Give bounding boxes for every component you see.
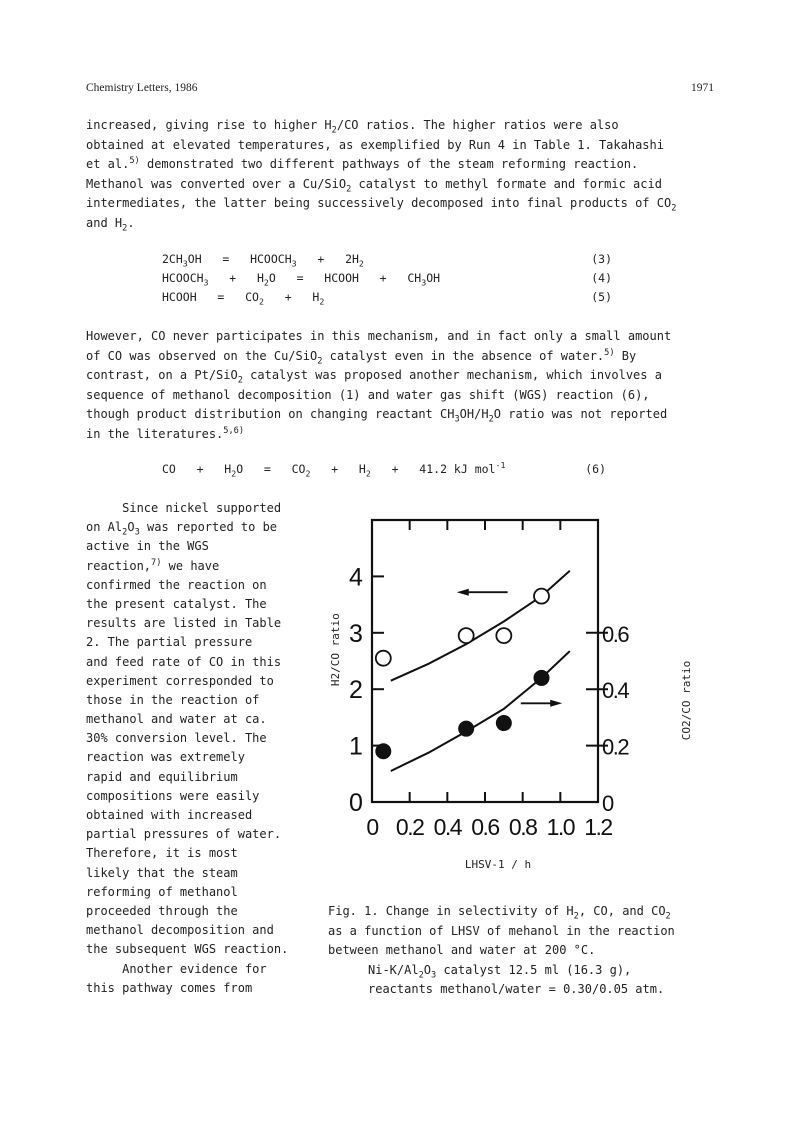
intro-paragraph: increased, giving rise to higher $H_2/CO$ ratios. The higher ratios were also obtained at elevated temperatures, as exemplified by Run 4 in Table 1. Takahashi et al.$^{5)}$ demonstrated two different pathways of the steam reforming reaction. Methanol was converted over a Cu/SiO$_2$ catalyst to methyl formate and formic acid intermediates, the latter being successively decomposed into final products of $CO_2$ and $H_2$.	[86, 118, 677, 233]
plot-border	[372, 520, 598, 802]
equation-number: (6)	[585, 462, 606, 476]
data-points	[376, 589, 549, 759]
left-column-text: Since nickel supported on $Al_2O_3$ was reported to be active in the WGS reaction,$^{7)}$ we have confirmed the reaction on the present catalyst. The results are listed in Table 2. The partial pressure and feed rate of CO in this experiment corresponded to those in the reaction of methanol and water at ca. 30% conversion level. The reaction was extremely rapid and equilibrium compositions were easily obtained with increased partial pressures of water. Therefore, it is most likely that the steam reforming of methanol proceeded through the methanol decomposition and the subsequent WGS reaction. Another evidence for this pathway comes from	[86, 501, 289, 995]
mechanism-paragraph: However, CO never participates in this mechanism, and in fact only a small amount of CO was observed on the Cu/SiO$_2$ catalyst even in the absence of water.$^{5)}$ By contrast, on a Pt/SiO$_2$ catalyst was proposed another mechanism, which involves a sequence of methanol decomposition (1) and water gas shift (WGS) reaction (6), though product distribution on changing reactant $CH_3OH/H_2O$ ratio was not reported in the literatures.$^{5,6)}$	[86, 329, 672, 441]
axis-tick-labels	[349, 563, 629, 840]
x-tick-label: 1.2	[584, 814, 612, 840]
axis-ticks	[372, 520, 608, 802]
y-right-tick-label: 0.6	[602, 621, 629, 647]
y-axis-right-label: CO2/CO ratio	[680, 660, 693, 741]
equation-3: $2CH_3OH$ = $HCOOCH_3 + 2H_2$ (3)	[162, 252, 612, 269]
annotation-arrows	[457, 589, 562, 707]
plot-frame	[372, 520, 598, 802]
filled-circle-point	[496, 716, 511, 731]
arrow-left-head	[457, 589, 469, 596]
figure-1-chart	[320, 505, 720, 890]
x-tick-label: 0.4	[433, 814, 462, 840]
equation-number: (4)	[591, 271, 612, 285]
x-tick-label: 0.6	[471, 814, 499, 840]
arrow-right-head	[550, 700, 562, 707]
y-left-tick-label: 4	[349, 563, 363, 592]
y-left-tick-label: 3	[349, 619, 363, 648]
filled-circle-point	[534, 670, 549, 685]
journal-header: Chemistry Letters, 1986	[86, 82, 198, 94]
page-number: 1971	[691, 82, 714, 94]
equation-4: $HCOOCH_3 + H_2O$ = HCOOH + $CH_3OH$ (4)	[162, 271, 612, 288]
open-circle-point	[459, 628, 474, 643]
x-tick-label: 1.0	[546, 814, 575, 840]
equation-5: HCOOH = $CO_2 + H_2$ (5)	[162, 290, 612, 307]
y-right-tick-label: 0.2	[602, 734, 629, 760]
open-circle-point	[534, 589, 549, 604]
x-tick-label: 0	[366, 814, 378, 840]
equation-number: (3)	[591, 252, 612, 266]
x-tick-label: 0.8	[508, 814, 537, 840]
filled-circle-point	[376, 744, 391, 759]
open-circle-point	[376, 651, 391, 666]
open-circle-point	[496, 628, 511, 643]
y-left-tick-label: 0	[349, 789, 363, 817]
y-axis-left-label: H2/CO ratio	[329, 613, 342, 687]
y-left-tick-label: 2	[349, 676, 363, 705]
y-left-tick-label: 1	[349, 732, 363, 761]
y-right-tick-label: 0.4	[602, 678, 629, 704]
filled-circle-point	[459, 721, 474, 736]
figure-caption: Fig. 1. Change in selectivity of $H_2$, CO, and $CO_2$ as a function of LHSV of mehanol in the reaction between methanol and water at 200 °C. $Ni-K/Al_2O_3$ catalyst 12.5 ml (16.3 g), reactants methanol/water = 0.30/0.05 atm.	[328, 904, 675, 996]
equation-6: CO + $H_2O = CO_2 + H_2 + 41.2$ kJ mol$^{-1}$ (6)	[162, 460, 606, 479]
x-axis-label: LHSV-1 / h	[464, 858, 532, 871]
x-tick-label: 0.2	[395, 814, 424, 840]
fit-curve-1	[391, 571, 570, 681]
equation-number: (5)	[591, 290, 612, 304]
y-right-tick-label: 0	[602, 791, 613, 816]
